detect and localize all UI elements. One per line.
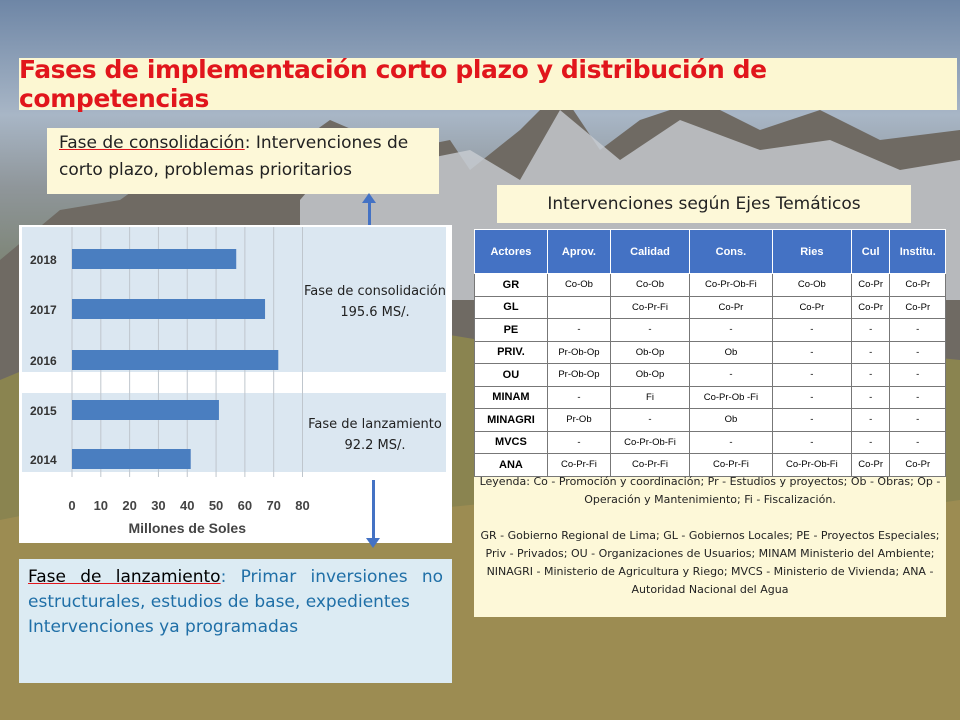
table-row	[475, 274, 946, 297]
x-tick-label: 20	[122, 498, 137, 513]
table-cell: Co-Pr-Ob -Fi	[689, 386, 772, 409]
page-title: Fases de implementación corto plazo y distribución de competencias	[19, 55, 767, 113]
table-cell: Pr-Ob	[547, 409, 610, 432]
table-row	[475, 409, 946, 432]
table-cell: -	[689, 319, 772, 342]
table-row	[475, 364, 946, 387]
chart-panel	[19, 225, 452, 543]
arrow-down	[372, 480, 375, 540]
x-tick-label: 50	[208, 498, 224, 513]
table-cell: -	[547, 431, 610, 454]
table-cell: Co-Pr	[772, 296, 851, 319]
y-tick-label: 2015	[30, 404, 57, 418]
table-cell: Co-Pr	[890, 274, 946, 297]
lanzamiento-box	[19, 559, 452, 683]
table-header-5: Cul	[851, 230, 890, 274]
table-cell: -	[890, 386, 946, 409]
arrow-up-head	[362, 193, 376, 203]
x-tick-label: 70	[266, 498, 281, 513]
table-actor-cell: MINAGRI	[475, 409, 548, 432]
table-cell: -	[890, 319, 946, 342]
bar-2018	[72, 249, 236, 269]
table-cell: Co-Ob	[611, 274, 690, 297]
table-cell: Co-Pr-Fi	[547, 454, 610, 477]
x-axis-title: Millones de Soles	[128, 520, 246, 536]
lanzamiento-heading: Fase de lanzamiento	[28, 567, 221, 587]
x-tick-label: 60	[237, 498, 253, 513]
legend-codes: Leyenda: Co - Promoción y coordinación; Pr - Estudios y proyectos; Ob - Obras; Op - Operación y Mantenimiento; Fi - Fiscalización.	[479, 475, 941, 506]
bar-2017	[72, 299, 265, 319]
x-tick-label: 80	[295, 498, 310, 513]
group-value: 195.6 MS/.	[340, 305, 410, 320]
table-cell: -	[547, 386, 610, 409]
table-cell: -	[890, 431, 946, 454]
table-cell: -	[851, 341, 890, 364]
table-cell: Co-Pr-Ob-Fi	[772, 454, 851, 477]
x-tick-label: 10	[93, 498, 109, 513]
table-cell: -	[689, 364, 772, 387]
table-cell: -	[772, 409, 851, 432]
table-cell: -	[851, 409, 890, 432]
consolidation-text: : Intervenciones de corto plazo, problemas prioritarios	[59, 133, 409, 180]
table-cell: Ob	[689, 409, 772, 432]
table-cell	[547, 296, 610, 319]
table-header-4: Ries	[772, 230, 851, 274]
arrow-down-head	[366, 538, 380, 548]
table-cell: -	[890, 341, 946, 364]
bar-2016	[72, 350, 278, 370]
table-cell: -	[851, 431, 890, 454]
table-cell: Co-Pr	[851, 274, 890, 297]
table-cell: Co-Pr-Ob-Fi	[611, 431, 690, 454]
y-tick-label: 2018	[30, 253, 57, 267]
table-cell: -	[772, 386, 851, 409]
x-tick-label: 30	[151, 498, 166, 513]
y-tick-label: 2017	[30, 303, 57, 317]
table-cell: -	[689, 431, 772, 454]
table-cell: Co-Pr	[890, 454, 946, 477]
consolidation-heading: Fase de consolidación	[59, 133, 245, 153]
table-cell: Ob	[689, 341, 772, 364]
table-header-0: Actores	[475, 230, 548, 274]
y-tick-label: 2014	[30, 453, 57, 467]
table-cell: Ob-Op	[611, 341, 690, 364]
table-actor-cell: OU	[475, 364, 548, 387]
table-actor-cell: PE	[475, 319, 548, 342]
table-cell: Co-Pr	[689, 296, 772, 319]
table-cell: -	[611, 319, 690, 342]
table-cell: -	[890, 364, 946, 387]
table-cell: Pr-Ob-Op	[547, 341, 610, 364]
table-actor-cell: MVCS	[475, 431, 548, 454]
table-cell: -	[851, 386, 890, 409]
table-cell: -	[772, 431, 851, 454]
ejes-heading-box	[497, 185, 911, 223]
table-cell: Co-Ob	[772, 274, 851, 297]
table-row	[475, 386, 946, 409]
lanzamiento-line2: Intervenciones ya programadas	[28, 617, 299, 637]
table-cell: Co-Pr-Fi	[611, 296, 690, 319]
table-actor-cell: GL	[475, 296, 548, 319]
table-cell: Co-Pr-Ob-Fi	[689, 274, 772, 297]
table-header-row	[475, 230, 946, 274]
legend-actors: GR - Gobierno Regional de Lima; GL - Gobiernos Locales; PE - Proyectos Especiales; Priv - Privados; OU - Organizaciones de Usuarios; MINAM Ministerio del Ambiente; NINAGRI - Ministerio de Agricultura y Riego; MVCS - Ministerio de Vivienda; ANA - Autoridad Nacional del Agua	[480, 529, 940, 596]
bar-2015	[72, 400, 219, 420]
table-row	[475, 431, 946, 454]
table-header-3: Cons.	[689, 230, 772, 274]
table-row	[475, 296, 946, 319]
table-header-1: Aprov.	[547, 230, 610, 274]
table-cell: Pr-Ob-Op	[547, 364, 610, 387]
title-banner	[19, 55, 957, 113]
table-header-2: Calidad	[611, 230, 690, 274]
table-cell: Co-Pr	[851, 454, 890, 477]
table-header-6: Institu.	[890, 230, 946, 274]
y-tick-label: 2016	[30, 354, 57, 368]
table-cell: -	[890, 409, 946, 432]
bar-chart	[19, 225, 452, 543]
table-cell: Co-Ob	[547, 274, 610, 297]
table-cell: -	[547, 319, 610, 342]
table-cell: Co-Pr	[890, 296, 946, 319]
table-row	[475, 341, 946, 364]
table-cell: -	[851, 319, 890, 342]
table-cell: -	[772, 364, 851, 387]
table-legend	[476, 473, 944, 599]
group-value: 92.2 MS/.	[344, 438, 406, 453]
group-label: Fase de lanzamiento	[308, 417, 442, 432]
table-actor-cell: MINAM	[475, 386, 548, 409]
table-cell: -	[611, 409, 690, 432]
table-cell: Ob-Op	[611, 364, 690, 387]
ejes-heading: Intervenciones según Ejes Temáticos	[547, 194, 861, 214]
table-row	[475, 319, 946, 342]
ejes-table	[474, 229, 946, 477]
table-cell: -	[772, 319, 851, 342]
table-actor-cell: PRIV.	[475, 341, 548, 364]
lanzamiento-text: : Primar inversiones no estructurales, estudios de base, expedientes	[28, 567, 443, 612]
x-tick-label: 0	[68, 498, 76, 513]
table-cell: Co-Pr	[851, 296, 890, 319]
bar-2014	[72, 449, 191, 469]
table-cell: Co-Pr-Fi	[689, 454, 772, 477]
table-cell: -	[851, 364, 890, 387]
x-tick-label: 40	[180, 498, 195, 513]
table-actor-cell: GR	[475, 274, 548, 297]
table-cell: -	[772, 341, 851, 364]
table-cell: Fi	[611, 386, 690, 409]
group-label: Fase de consolidación	[304, 284, 446, 299]
table-cell: Co-Pr-Fi	[611, 454, 690, 477]
table-actor-cell: ANA	[475, 454, 548, 477]
consolidation-box	[47, 128, 439, 194]
